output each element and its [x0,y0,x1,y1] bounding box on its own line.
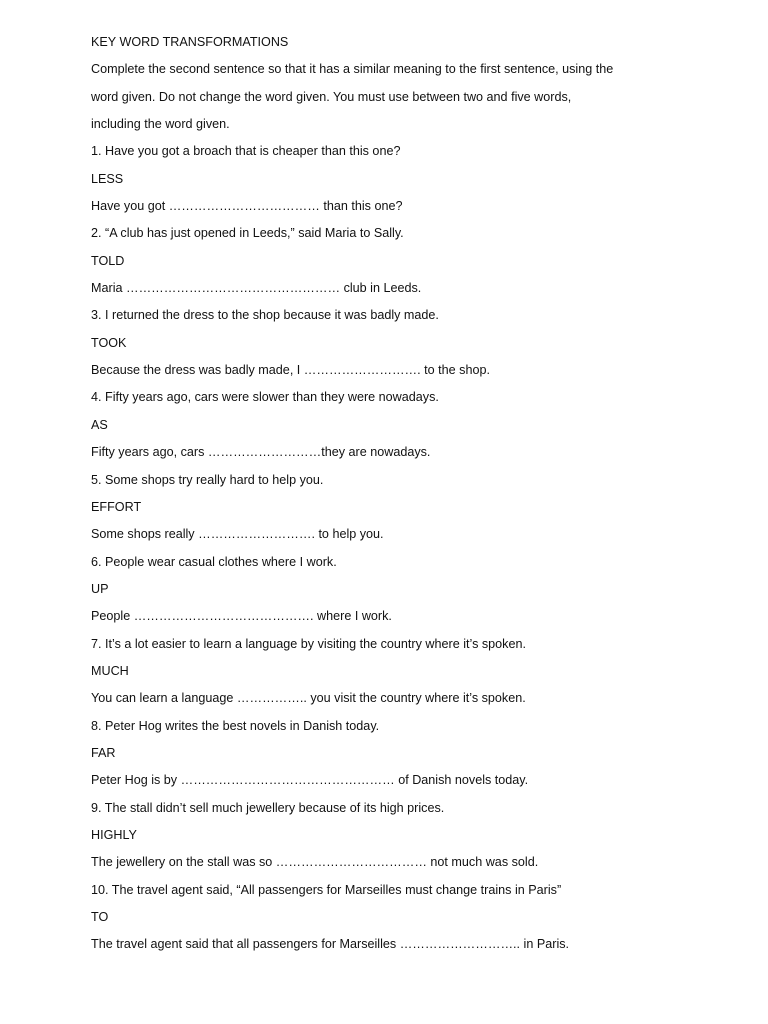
question-10-keyword: TO [91,910,109,924]
question-10-sentence: 10. The travel agent said, “All passengers for Marseilles must change trains in Paris” [91,882,562,897]
question-3-sentence: 3. I returned the dress to the shop because it was badly made. [91,308,439,323]
document-body [91,34,691,964]
question-7-sentence: 7. It’s a lot easier to learn a language by visiting the country where it’s spoken. [91,636,526,651]
question-5-sentence: 5. Some shops try really hard to help you. [91,472,324,487]
question-7-keyword: MUCH [91,663,129,678]
document-title: KEY WORD TRANSFORMATIONS [91,35,289,49]
question-2-keyword: TOLD [91,253,125,268]
question-2-transformation: Maria …………………………………………… club in Leeds. [91,281,422,296]
question-5-keyword: EFFORT [91,499,142,514]
question-8-sentence: 8. Peter Hog writes the best novels in Danish today. [91,718,380,733]
question-4-sentence: 4. Fifty years ago, cars were slower than they were nowadays. [91,390,439,405]
question-4-transformation: Fifty years ago, cars ………………………they are nowadays. [91,445,431,460]
question-6-sentence: 6. People wear casual clothes where I work. [91,554,337,569]
question-2-sentence: 2. “A club has just opened in Leeds,” said Maria to Sally. [91,226,404,241]
question-8-transformation: Peter Hog is by …………………………………………… of Danish novels today. [91,773,529,788]
question-3-transformation: Because the dress was badly made, I ………………………. to the shop. [91,363,490,378]
question-7-transformation: You can learn a language …………….. you visit the country where it’s spoken. [91,691,526,706]
instructions-line-1: Complete the second sentence so that it has a similar meaning to the first sentence, using the [91,62,614,77]
question-5-transformation: Some shops really ………………………. to help you. [91,527,384,542]
instructions-line-2: word given. Do not change the word given. You must use between two and five words, [91,89,572,104]
question-8-keyword: FAR [91,745,116,760]
instructions-line-3: including the word given. [91,117,230,132]
question-9-sentence: 9. The stall didn’t sell much jewellery because of its high prices. [91,800,445,815]
question-1-transformation: Have you got ……………………………… than this one? [91,199,403,214]
question-6-transformation: People ……………………………………. where I work. [91,609,392,624]
question-3-keyword: TOOK [91,335,127,350]
question-6-keyword: UP [91,581,109,596]
question-9-transformation: The jewellery on the stall was so ……………………………… not much was sold. [91,855,539,870]
question-1-sentence: 1. Have you got a broach that is cheaper than this one? [91,144,401,159]
question-4-keyword: AS [91,417,108,432]
question-9-keyword: HIGHLY [91,827,137,842]
question-1-keyword: LESS [91,171,124,186]
question-10-transformation: The travel agent said that all passengers for Marseilles ……………………….. in Paris. [91,937,570,952]
